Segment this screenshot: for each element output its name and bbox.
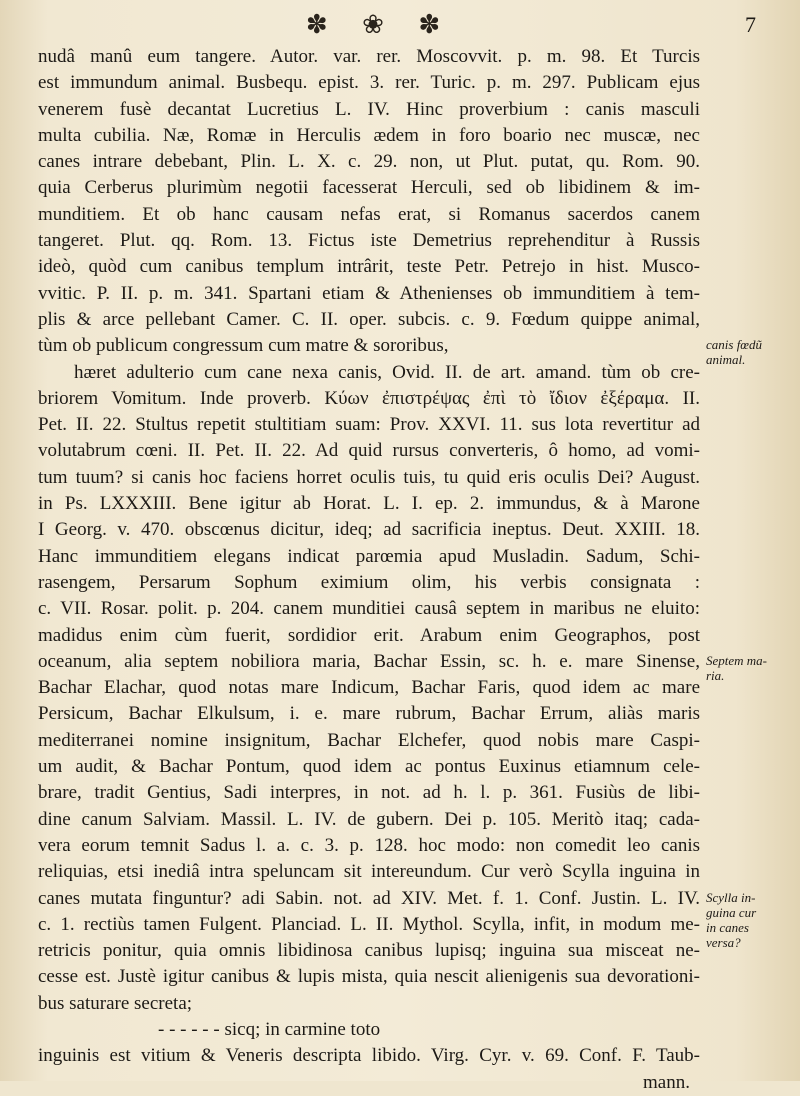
marginal-note-line: in canes [706, 919, 749, 935]
text-line: plis & arce pellebant Camer. C. II. oper. subcis. c. 9. Fœdum quippe animal, [38, 308, 700, 330]
text-line: quia Cerberus plurimùm negotii facesserat Herculi, sed ob libidinem & im- [38, 177, 700, 199]
text-line: est immundum animal. Busbequ. epist. 3. rer. Turic. p. m. 297. Publicam ejus [38, 72, 700, 94]
marginal-note-line: Septem ma- [706, 652, 768, 668]
marginal-note [706, 337, 792, 367]
text-line: Pet. II. 22. Stultus repetit stultitiam suam: Prov. XXVI. 11. sus lota revertitur ad [38, 414, 700, 436]
marginal-note [706, 890, 792, 950]
text-line: vvitic. P. II. p. m. 341. Spartani etiam & Athenienses ob immunditiem à tem- [38, 282, 700, 304]
text-line: bus saturare secreta; [38, 992, 193, 1014]
text-line: volutabrum cœni. II. Pet. II. 22. Ad quid rursus converteris, ô homo, ad vomi- [38, 440, 700, 462]
text-line: Bachar Elachar, quod notas mare Indicum, Bachar Faris, quod idem ac mare [38, 677, 700, 699]
text-line: tùm ob publicum congressum cum matre & sororibus, [38, 335, 449, 357]
text-line: venerem fusè decantat Lucretius L. IV. Hinc proverbium : canis masculi [38, 98, 700, 120]
page-number: 7 [745, 12, 756, 37]
text-line: oceanum, alia septem nobiliora maria, Bachar Essin, sc. h. e. mare Sinense, [38, 650, 700, 672]
marginal-note-line: versa? [706, 934, 741, 950]
text-line: madidus enim cùm fuerit, sordidior erit. Arabum enim Geographos, post [38, 624, 700, 646]
marginal-note-line: canis fœdũ [706, 337, 762, 353]
marginal-note-line: guina cur [706, 904, 757, 920]
marginal-note-line: animal. [706, 352, 746, 368]
text-line: hæret adulterio cum cane nexa canis, Ovid. II. de art. amand. tùm ob cre- [74, 361, 700, 383]
text-line: mann. [643, 1071, 690, 1093]
text-line: dine canum Salviam. Massil. L. IV. de gubern. Dei p. 105. Meritò itaq; cada- [38, 808, 700, 830]
text-line: briorem Vomitum. Inde proverb. Κύων ἐπιστρέψας ἐπὶ τὸ ἴδιον ἐξέραμα. II. [38, 387, 700, 409]
text-line: tangeret. Plut. qq. Rom. 13. Fictus iste Demetrius reprehenditur à Russis [38, 230, 700, 252]
marginal-note-line: Scylla in- [706, 889, 756, 905]
text-line: munditiem. Et ob hanc causam nefas erat, si Romanus sacerdos canem [38, 203, 700, 225]
text-line: retricis ponitur, quia omnis libidinosa canibus lupisq; inguina sua misceat ne- [38, 940, 700, 962]
text-line: ideò, quòd cum canibus templum intrârit, teste Petr. Petrejo in hist. Musco- [38, 256, 700, 278]
marginal-note [706, 653, 792, 683]
text-line: inguinis est vitium & Veneris descripta libido. Virg. Cyr. v. 69. Conf. F. Taub- [38, 1045, 700, 1067]
text-line: c. VII. Rosar. polit. p. 204. canem munditiei causâ septem in maribus ne eluito: [38, 598, 700, 620]
text-line: tum tuum? si canis hoc faciens horret oculis tuis, tu quid eris oculis Dei? August. [38, 466, 700, 488]
text-line: reliquias, etsi inediâ intra speluncam sit intereundum. Cur verò Scylla inguina in [38, 861, 700, 883]
text-line: rasengem, Persarum Sophum eximium olim, his verbis consignata : [38, 571, 700, 593]
text-line: canes intrare debebant, Plin. L. X. c. 29. non, ut Plut. putat, qu. Rom. 90. [38, 151, 700, 173]
text-line: nudâ manû eum tangere. Autor. var. rer. Moscovvit. p. m. 98. Et Turcis [38, 46, 700, 67]
text-line: Hanc immunditiem elegans indicat parœmia apud Musladin. Sadum, Schi- [38, 545, 700, 567]
text-line: mediterranei nomine insignitum, Bachar Elchefer, quod nobis mare Caspi- [38, 729, 700, 751]
text-line: c. 1. rectiùs tamen Fulgent. Planciad. L. II. Mythol. Scylla, infit, in modum me- [38, 913, 700, 935]
text-line: multa cubilia. Næ, Romæ in Herculis ædem in foro boario nec muscæ, nec [38, 124, 700, 146]
text-line: - - - - - - sicq; in carmine toto [158, 1018, 381, 1040]
text-line: I Georg. v. 470. obscœnus dicitur, ideq; ad sacrificia ineptus. Deut. XXIII. 18. [38, 519, 700, 541]
text-line: Persicum, Bachar Elkulsum, i. e. mare rubrum, Bachar Errum, aliàs maris [38, 703, 700, 725]
text-line: um audit, & Bachar Pontum, quod idem ac pontus Euxinus etiamnum cele- [38, 756, 700, 778]
text-line: in Ps. LXXXIII. Bene igitur ab Horat. L. I. ep. 2. immundus, & à Marone [38, 493, 700, 515]
text-line: canes mutata finguntur? adi Sabin. not. ad XIV. Met. f. 1. Conf. Justin. L. IV. [38, 887, 700, 909]
text-line: vera eorum temnit Sadus l. a. c. 3. p. 128. hoc modo: non comedit leo canis [38, 834, 700, 856]
text-line: cesse est. Justè igitur canibus & lupis mista, quia nescit alienigenis sua devorationi- [38, 966, 700, 988]
header-ornament: ✽ ❀ ✽ [305, 10, 455, 39]
text-line: brare, tradit Gentius, Sadi interpres, in not. ad h. l. p. 361. Fusiùs de libi- [38, 782, 700, 804]
main-text-block [38, 44, 700, 1096]
marginal-note-line: ria. [706, 667, 725, 683]
